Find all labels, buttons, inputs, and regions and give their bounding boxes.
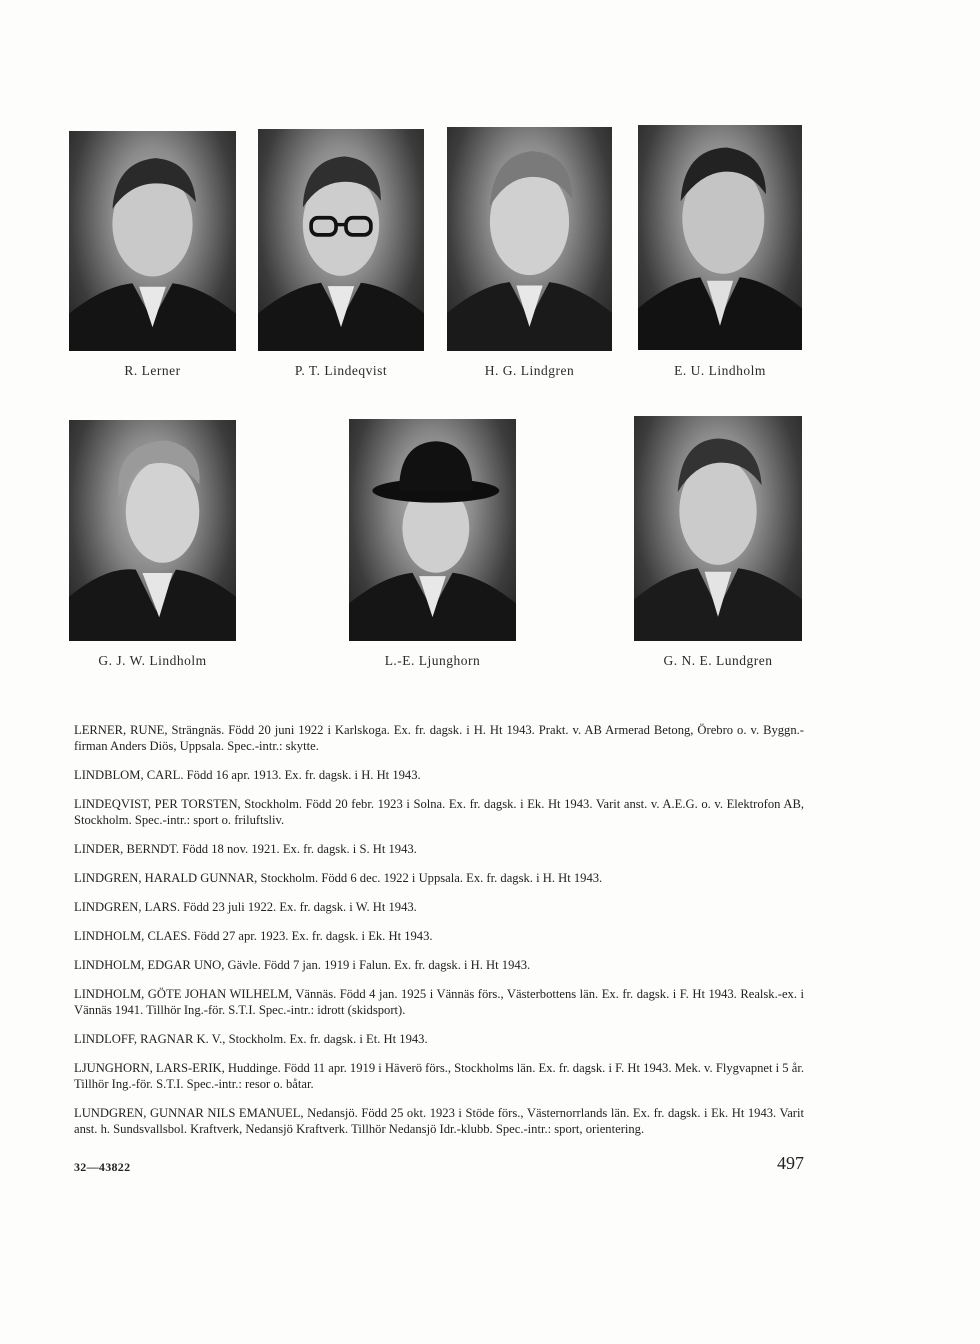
page-number: 497 bbox=[777, 1153, 804, 1173]
entry-lindgren-harald: LINDGREN, HARALD GUNNAR, Stockholm. Född 6 dec. 1922 i Uppsala. Ex. fr. dagsk. i H. Ht 1943. bbox=[74, 871, 603, 885]
entry-lindeqvist: LINDEQVIST, PER TORSTEN, Stockholm. Född 20 febr. 1923 i Solna. Ex. fr. dagsk. i Ek. Ht 1943. Varit anst. v. A.E.G. o. v. Elektrofon AB, Stockholm. Spec.-intr.: sport o. friluftsliv. bbox=[74, 797, 804, 827]
portrait-photo-g-j-w-lindholm bbox=[69, 420, 236, 641]
entry-lindblom: LINDBLOM, CARL. Född 16 apr. 1913. Ex. fr. dagsk. i H. Ht 1943. bbox=[74, 768, 421, 782]
entry-ljunghorn: LJUNGHORN, LARS-ERIK, Huddinge. Född 11 apr. 1919 i Häverö förs., Stockholms län. Ex. fr. dagsk. i F. Ht 1943. Mek. v. Flygvapnet i 5 år. Tillhör Ing.-för. S.T.I. Spec.-intr.: resor o. båtar. bbox=[74, 1061, 804, 1091]
entry-lindgren-lars: LINDGREN, LARS. Född 23 juli 1922. Ex. fr. dagsk. i W. Ht 1943. bbox=[74, 900, 417, 914]
caption-h-g-lindgren: H. G. Lindgren bbox=[484, 363, 575, 378]
entry-lindholm-gote: LINDHOLM, GÖTE JOHAN WILHELM, Vännäs. Född 4 jan. 1925 i Vännäs förs., Västerbottens län. Ex. fr. dagsk. i F. Ht 1943. Realsk.-ex. i Vännäs 1941. Tillhör Ing.-för. S.T.I. Spec.-intr.: idrott (skidsport). bbox=[74, 987, 804, 1017]
entry-linder: LINDER, BERNDT. Född 18 nov. 1921. Ex. fr. dagsk. i S. Ht 1943. bbox=[74, 842, 417, 856]
caption-g-n-e-lundgren: G. N. E. Lundgren bbox=[663, 653, 773, 668]
portrait-photo-e-u-lindholm bbox=[638, 125, 802, 350]
caption-r-lerner: R. Lerner bbox=[124, 363, 181, 378]
entry-lindholm-claes: LINDHOLM, CLAES. Född 27 apr. 1923. Ex. fr. dagsk. i Ek. Ht 1943. bbox=[74, 929, 433, 943]
caption-l-e-ljunghorn: L.-E. Ljunghorn bbox=[384, 653, 481, 668]
sheet-mark: 32—43822 bbox=[74, 1160, 131, 1174]
entry-lindholm-edgar: LINDHOLM, EDGAR UNO, Gävle. Född 7 jan. 1919 i Falun. Ex. fr. dagsk. i H. Ht 1943. bbox=[74, 958, 531, 972]
portrait-photo-p-t-lindeqvist bbox=[258, 129, 424, 351]
caption-g-j-w-lindholm: G. J. W. Lindholm bbox=[98, 653, 207, 668]
caption-p-t-lindeqvist: P. T. Lindeqvist bbox=[294, 363, 388, 378]
biography-list bbox=[74, 722, 804, 1150]
portrait-photo-g-n-e-lundgren bbox=[634, 416, 802, 641]
portrait-photo-h-g-lindgren bbox=[447, 127, 612, 351]
entry-lundgren: LUNDGREN, GUNNAR NILS EMANUEL, Nedansjö. Född 25 okt. 1923 i Stöde förs., Västernorrlands län. Ex. fr. dagsk. i Ek. Ht 1943. Varit anst. h. Sundsvallsbol. Kraftverk, Nedansjö Kraftverk. Tillhör Nedansjö Idr.-klubb. Spec.-intr.: sport, orientering. bbox=[74, 1106, 804, 1136]
caption-e-u-lindholm: E. U. Lindholm bbox=[674, 363, 766, 378]
entry-lindloff: LINDLOFF, RAGNAR K. V., Stockholm. Ex. fr. dagsk. i Et. Ht 1943. bbox=[74, 1032, 428, 1046]
portrait-photo-r-lerner bbox=[69, 131, 236, 351]
portrait-photo-l-e-ljunghorn bbox=[349, 419, 516, 641]
entry-lerner: LERNER, RUNE, Strängnäs. Född 20 juni 1922 i Karlskoga. Ex. fr. dagsk. i H. Ht 1943. Prakt. v. AB Armerad Betong, Örebro o. v. Byggn.-firman Anders Diös, Uppsala. Spec.-intr.: skytte. bbox=[74, 723, 804, 753]
